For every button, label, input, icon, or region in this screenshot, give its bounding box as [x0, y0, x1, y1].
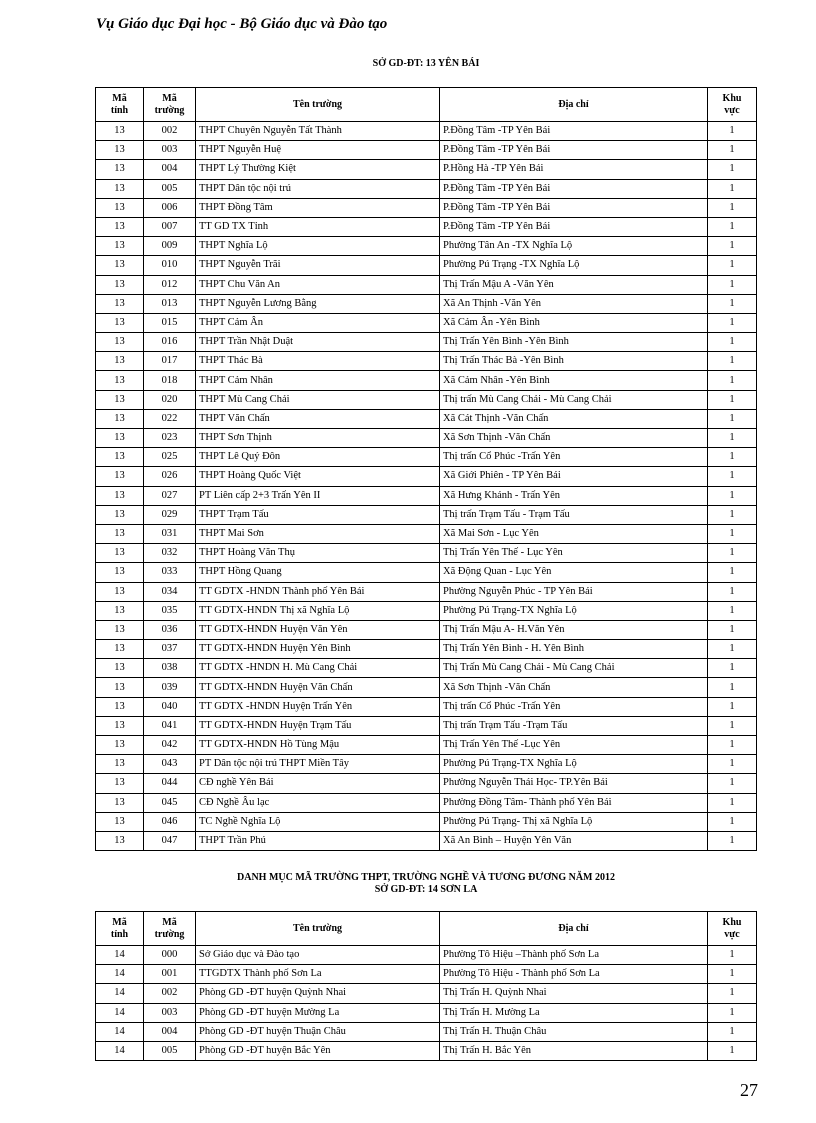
cell-ma-truong: 031	[144, 524, 196, 543]
cell-khu-vuc: 1	[708, 179, 757, 198]
document-header: Vụ Giáo dục Đại học - Bộ Giáo dục và Đào tạo	[96, 16, 388, 32]
cell-dia-chi: Phường Pú Trạng- Thị xã Nghĩa Lộ	[440, 812, 708, 831]
table-row	[96, 697, 757, 716]
cell-ten-truong: TT GDTX -HNDN H. Mù Cang Chải	[196, 659, 440, 678]
cell-khu-vuc: 1	[708, 122, 757, 141]
cell-ma-truong: 015	[144, 313, 196, 332]
cell-dia-chi: Xã Giới Phiên - TP Yên Bái	[440, 467, 708, 486]
cell-khu-vuc: 1	[708, 352, 757, 371]
table-row	[96, 640, 757, 659]
cell-ten-truong: TTGDTX Thành phố Sơn La	[196, 965, 440, 984]
col-khu-vuc: Khu vực	[708, 912, 757, 946]
cell-ma-truong: 004	[144, 160, 196, 179]
cell-ma-tinh: 13	[96, 812, 144, 831]
cell-ten-truong: THPT Cảm Ân	[196, 313, 440, 332]
cell-dia-chi: Phường Pú Trạng -TX Nghĩa Lộ	[440, 256, 708, 275]
cell-ten-truong: THPT Sơn Thịnh	[196, 429, 440, 448]
cell-dia-chi: Thị Trấn Mù Cang Chải - Mù Cang Chải	[440, 659, 708, 678]
cell-ma-truong: 009	[144, 237, 196, 256]
table-row	[96, 505, 757, 524]
cell-dia-chi: Thị Trấn Yên Bình - H. Yên Bình	[440, 640, 708, 659]
table-row	[96, 812, 757, 831]
cell-ma-tinh: 13	[96, 141, 144, 160]
cell-ten-truong: TT GDTX-HNDN Thị xã Nghĩa Lộ	[196, 601, 440, 620]
cell-ma-truong: 005	[144, 179, 196, 198]
cell-ten-truong: PT Liên cấp 2+3 Trấn Yên II	[196, 486, 440, 505]
cell-ma-tinh: 13	[96, 736, 144, 755]
table-row	[96, 544, 757, 563]
col-dia-chi: Địa chỉ	[440, 88, 708, 122]
cell-ma-tinh: 14	[96, 1041, 144, 1060]
col-ma-truong: Mã trường	[144, 912, 196, 946]
cell-ten-truong: PT Dân tộc nội trú THPT Miền Tây	[196, 755, 440, 774]
cell-ten-truong: THPT Văn Chấn	[196, 409, 440, 428]
cell-ma-tinh: 13	[96, 601, 144, 620]
school-table-yen-bai	[95, 87, 757, 851]
cell-ma-tinh: 14	[96, 965, 144, 984]
cell-dia-chi: Xã Cảm Ân -Yên Bình	[440, 313, 708, 332]
cell-ten-truong: THPT Nghĩa Lộ	[196, 237, 440, 256]
cell-ma-tinh: 13	[96, 275, 144, 294]
cell-ma-tinh: 13	[96, 505, 144, 524]
cell-ten-truong: Phòng GD -ĐT huyện Bắc Yên	[196, 1041, 440, 1060]
cell-ma-tinh: 13	[96, 160, 144, 179]
cell-ma-tinh: 13	[96, 678, 144, 697]
cell-khu-vuc: 1	[708, 333, 757, 352]
cell-ten-truong: THPT Lê Quý Đôn	[196, 448, 440, 467]
cell-dia-chi: Xã Hưng Khánh - Trấn Yên	[440, 486, 708, 505]
cell-dia-chi: Thị Trấn H. Mường La	[440, 1003, 708, 1022]
cell-ma-tinh: 13	[96, 544, 144, 563]
table-row	[96, 1003, 757, 1022]
table-row	[96, 946, 757, 965]
cell-ma-tinh: 13	[96, 256, 144, 275]
cell-dia-chi: Phường Tô Hiệu - Thành phố Sơn La	[440, 965, 708, 984]
cell-dia-chi: Thị trấn Cổ Phúc -Trấn Yên	[440, 448, 708, 467]
cell-ma-tinh: 13	[96, 352, 144, 371]
col-khu-vuc: Khu vực	[708, 88, 757, 122]
cell-ten-truong: TT GDTX-HNDN Huyện Văn Yên	[196, 620, 440, 639]
table-row	[96, 984, 757, 1003]
cell-ma-truong: 035	[144, 601, 196, 620]
cell-ma-truong: 033	[144, 563, 196, 582]
cell-ma-tinh: 13	[96, 333, 144, 352]
cell-ten-truong: TC Nghề Nghĩa Lộ	[196, 812, 440, 831]
cell-khu-vuc: 1	[708, 141, 757, 160]
cell-dia-chi: Xã Cảm Nhân -Yên Bình	[440, 371, 708, 390]
cell-ma-truong: 003	[144, 141, 196, 160]
cell-ma-truong: 020	[144, 390, 196, 409]
col-ma-truong: Mã trường	[144, 88, 196, 122]
cell-khu-vuc: 1	[708, 774, 757, 793]
cell-dia-chi: Thị Trấn Yên Thế - Lục Yên	[440, 544, 708, 563]
table-row	[96, 390, 757, 409]
cell-ma-truong: 042	[144, 736, 196, 755]
cell-ma-tinh: 13	[96, 659, 144, 678]
table-header-row	[96, 88, 757, 122]
cell-dia-chi: P.Hồng Hà -TP Yên Bái	[440, 160, 708, 179]
table-row	[96, 237, 757, 256]
cell-dia-chi: Thị trấn Mù Cang Chải - Mù Cang Chải	[440, 390, 708, 409]
cell-khu-vuc: 1	[708, 640, 757, 659]
section2-title-line2: SỞ GD-ĐT: 14 SƠN LA	[374, 884, 478, 895]
cell-ten-truong: THPT Cảm Nhân	[196, 371, 440, 390]
cell-ma-truong: 025	[144, 448, 196, 467]
cell-dia-chi: P.Đồng Tâm -TP Yên Bái	[440, 141, 708, 160]
cell-khu-vuc: 1	[708, 160, 757, 179]
col-ten-truong: Tên trường	[196, 88, 440, 122]
cell-khu-vuc: 1	[708, 736, 757, 755]
cell-ma-tinh: 13	[96, 620, 144, 639]
cell-ten-truong: THPT Mù Cang Chải	[196, 390, 440, 409]
table-row	[96, 755, 757, 774]
cell-khu-vuc: 1	[708, 965, 757, 984]
cell-ten-truong: TT GDTX-HNDN Huyện Văn Chấn	[196, 678, 440, 697]
table-row	[96, 678, 757, 697]
cell-khu-vuc: 1	[708, 448, 757, 467]
cell-khu-vuc: 1	[708, 217, 757, 236]
cell-ma-truong: 013	[144, 294, 196, 313]
table-row	[96, 409, 757, 428]
cell-khu-vuc: 1	[708, 601, 757, 620]
table-row	[96, 716, 757, 735]
col-ma-tinh: Mã tỉnh	[96, 88, 144, 122]
cell-dia-chi: Xã An Thịnh -Văn Yên	[440, 294, 708, 313]
cell-dia-chi: Phường Pú Trạng-TX Nghĩa Lộ	[440, 755, 708, 774]
cell-dia-chi: Xã Sơn Thịnh -Văn Chấn	[440, 678, 708, 697]
cell-ma-truong: 041	[144, 716, 196, 735]
cell-dia-chi: Thị Trấn Mậu A- H.Văn Yên	[440, 620, 708, 639]
cell-ma-truong: 038	[144, 659, 196, 678]
cell-dia-chi: P.Đồng Tâm -TP Yên Bái	[440, 217, 708, 236]
table-row	[96, 352, 757, 371]
cell-ten-truong: TT GDTX-HNDN Huyện Yên Bình	[196, 640, 440, 659]
cell-dia-chi: Phường Nguyễn Phúc - TP Yên Bái	[440, 582, 708, 601]
cell-khu-vuc: 1	[708, 659, 757, 678]
cell-ma-truong: 007	[144, 217, 196, 236]
col-dia-chi: Địa chỉ	[440, 912, 708, 946]
col-ten-truong: Tên trường	[196, 912, 440, 946]
cell-khu-vuc: 1	[708, 275, 757, 294]
cell-khu-vuc: 1	[708, 256, 757, 275]
cell-ten-truong: TT GDTX-HNDN Huyện Trạm Tấu	[196, 716, 440, 735]
cell-khu-vuc: 1	[708, 812, 757, 831]
cell-ma-truong: 005	[144, 1041, 196, 1060]
cell-dia-chi: P.Đồng Tâm -TP Yên Bái	[440, 198, 708, 217]
table-row	[96, 333, 757, 352]
cell-khu-vuc: 1	[708, 198, 757, 217]
cell-dia-chi: Phường Tân An -TX Nghĩa Lộ	[440, 237, 708, 256]
table-row	[96, 141, 757, 160]
cell-ten-truong: THPT Nguyễn Huệ	[196, 141, 440, 160]
cell-dia-chi: Xã Cát Thịnh -Văn Chấn	[440, 409, 708, 428]
cell-khu-vuc: 1	[708, 678, 757, 697]
cell-ma-truong: 027	[144, 486, 196, 505]
cell-ten-truong: THPT Nguyễn Lương Bằng	[196, 294, 440, 313]
cell-ma-tinh: 13	[96, 755, 144, 774]
cell-ten-truong: THPT Hoàng Quốc Việt	[196, 467, 440, 486]
cell-dia-chi: Thị Trấn H. Bắc Yên	[440, 1041, 708, 1060]
cell-ten-truong: THPT Hồng Quang	[196, 563, 440, 582]
cell-ma-tinh: 13	[96, 429, 144, 448]
cell-khu-vuc: 1	[708, 620, 757, 639]
page-number: 27	[740, 1080, 758, 1100]
cell-ten-truong: Phòng GD -ĐT huyện Thuận Châu	[196, 1022, 440, 1041]
cell-ma-truong: 039	[144, 678, 196, 697]
cell-ten-truong: THPT Lý Thường Kiệt	[196, 160, 440, 179]
cell-dia-chi: Thị Trấn H. Thuận Châu	[440, 1022, 708, 1041]
cell-ma-truong: 026	[144, 467, 196, 486]
cell-dia-chi: Thị trấn Trạm Tấu - Trạm Tấu	[440, 505, 708, 524]
cell-khu-vuc: 1	[708, 544, 757, 563]
cell-ma-truong: 016	[144, 333, 196, 352]
cell-ma-truong: 047	[144, 831, 196, 850]
cell-ma-truong: 018	[144, 371, 196, 390]
cell-ma-tinh: 13	[96, 467, 144, 486]
cell-ma-tinh: 13	[96, 409, 144, 428]
cell-ma-truong: 037	[144, 640, 196, 659]
cell-ma-truong: 000	[144, 946, 196, 965]
cell-ma-tinh: 14	[96, 1003, 144, 1022]
cell-ma-truong: 003	[144, 1003, 196, 1022]
cell-ma-truong: 043	[144, 755, 196, 774]
cell-ma-truong: 002	[144, 984, 196, 1003]
cell-ma-truong: 017	[144, 352, 196, 371]
cell-ma-tinh: 13	[96, 524, 144, 543]
table-row	[96, 524, 757, 543]
cell-ma-tinh: 14	[96, 1022, 144, 1041]
cell-dia-chi: Thị trấn Cổ Phúc -Trấn Yên	[440, 697, 708, 716]
cell-ma-truong: 022	[144, 409, 196, 428]
cell-ma-truong: 044	[144, 774, 196, 793]
cell-khu-vuc: 1	[708, 294, 757, 313]
cell-ma-tinh: 14	[96, 984, 144, 1003]
cell-dia-chi: Thị trấn Trạm Tấu -Trạm Tấu	[440, 716, 708, 735]
cell-ma-truong: 002	[144, 122, 196, 141]
table-row	[96, 793, 757, 812]
cell-dia-chi: Thị Trấn Yên Thế -Lục Yên	[440, 736, 708, 755]
cell-ma-truong: 012	[144, 275, 196, 294]
cell-ten-truong: THPT Trần Nhật Duật	[196, 333, 440, 352]
cell-khu-vuc: 1	[708, 582, 757, 601]
cell-ma-truong: 040	[144, 697, 196, 716]
table-row	[96, 122, 757, 141]
cell-khu-vuc: 1	[708, 984, 757, 1003]
cell-khu-vuc: 1	[708, 371, 757, 390]
table-row	[96, 371, 757, 390]
cell-ma-tinh: 13	[96, 448, 144, 467]
cell-ma-tinh: 13	[96, 831, 144, 850]
cell-ten-truong: TT GDTX -HNDN Thành phố Yên Bái	[196, 582, 440, 601]
cell-ten-truong: Sở Giáo dục và Đào tạo	[196, 946, 440, 965]
cell-khu-vuc: 1	[708, 1003, 757, 1022]
cell-ma-tinh: 13	[96, 486, 144, 505]
table-row	[96, 736, 757, 755]
cell-khu-vuc: 1	[708, 1022, 757, 1041]
cell-khu-vuc: 1	[708, 755, 757, 774]
cell-ten-truong: THPT Hoàng Văn Thụ	[196, 544, 440, 563]
cell-ma-truong: 001	[144, 965, 196, 984]
table-row	[96, 294, 757, 313]
cell-ma-truong: 034	[144, 582, 196, 601]
cell-khu-vuc: 1	[708, 429, 757, 448]
table-row	[96, 160, 757, 179]
cell-ma-truong: 029	[144, 505, 196, 524]
cell-ma-truong: 006	[144, 198, 196, 217]
table-row	[96, 965, 757, 984]
cell-ma-tinh: 14	[96, 946, 144, 965]
col-ma-tinh: Mã tỉnh	[96, 912, 144, 946]
cell-ma-tinh: 13	[96, 294, 144, 313]
table-row	[96, 601, 757, 620]
cell-dia-chi: Phường Tô Hiệu –Thành phố Sơn La	[440, 946, 708, 965]
cell-ma-tinh: 13	[96, 582, 144, 601]
table-row	[96, 448, 757, 467]
cell-dia-chi: Xã Mai Sơn - Lục Yên	[440, 524, 708, 543]
cell-ma-tinh: 13	[96, 237, 144, 256]
cell-dia-chi: Xã Động Quan - Lục Yên	[440, 563, 708, 582]
cell-khu-vuc: 1	[708, 716, 757, 735]
cell-ma-tinh: 13	[96, 390, 144, 409]
cell-ten-truong: THPT Mai Sơn	[196, 524, 440, 543]
cell-khu-vuc: 1	[708, 467, 757, 486]
cell-ten-truong: TT GDTX-HNDN Hồ Tùng Mậu	[196, 736, 440, 755]
table-row	[96, 486, 757, 505]
school-table-son-la	[95, 911, 757, 1061]
cell-dia-chi: Thị Trấn H. Quỳnh Nhai	[440, 984, 708, 1003]
cell-ma-tinh: 13	[96, 179, 144, 198]
table-row	[96, 467, 757, 486]
table-row	[96, 582, 757, 601]
cell-ma-tinh: 13	[96, 198, 144, 217]
table-header-row	[96, 912, 757, 946]
cell-ten-truong: Phòng GD -ĐT huyện Quỳnh Nhai	[196, 984, 440, 1003]
table-row	[96, 620, 757, 639]
table-row	[96, 179, 757, 198]
cell-ma-truong: 010	[144, 256, 196, 275]
cell-ten-truong: THPT Chuyên Nguyễn Tất Thành	[196, 122, 440, 141]
table-row	[96, 1022, 757, 1041]
table-row	[96, 256, 757, 275]
cell-ten-truong: Phòng GD -ĐT huyện Mường La	[196, 1003, 440, 1022]
cell-dia-chi: Xã An Bình – Huyện Yên Văn	[440, 831, 708, 850]
cell-ten-truong: THPT Trần Phú	[196, 831, 440, 850]
cell-ma-truong: 046	[144, 812, 196, 831]
table-row	[96, 198, 757, 217]
cell-ten-truong: THPT Đồng Tâm	[196, 198, 440, 217]
table-row	[96, 275, 757, 294]
cell-ma-tinh: 13	[96, 774, 144, 793]
cell-ma-tinh: 13	[96, 122, 144, 141]
cell-dia-chi: Phường Nguyễn Thái Học- TP.Yên Bái	[440, 774, 708, 793]
cell-ten-truong: THPT Thác Bà	[196, 352, 440, 371]
cell-ma-tinh: 13	[96, 716, 144, 735]
cell-ten-truong: THPT Nguyễn Trãi	[196, 256, 440, 275]
cell-khu-vuc: 1	[708, 831, 757, 850]
cell-dia-chi: Thị Trấn Mậu A -Văn Yên	[440, 275, 708, 294]
table-row	[96, 774, 757, 793]
cell-ten-truong: TT GD TX Tỉnh	[196, 217, 440, 236]
section1-title: SỞ GD-ĐT: 13 YÊN BÁI	[372, 58, 480, 69]
cell-ma-tinh: 13	[96, 313, 144, 332]
cell-ma-tinh: 13	[96, 563, 144, 582]
table-row	[96, 831, 757, 850]
cell-ten-truong: THPT Dân tộc nội trú	[196, 179, 440, 198]
cell-khu-vuc: 1	[708, 390, 757, 409]
cell-khu-vuc: 1	[708, 563, 757, 582]
section2-title	[96, 872, 756, 896]
cell-ten-truong: CĐ nghề Yên Bái	[196, 774, 440, 793]
cell-ma-truong: 023	[144, 429, 196, 448]
cell-ma-tinh: 13	[96, 793, 144, 812]
cell-khu-vuc: 1	[708, 409, 757, 428]
cell-ten-truong: THPT Chu Văn An	[196, 275, 440, 294]
cell-dia-chi: P.Đồng Tâm -TP Yên Bái	[440, 122, 708, 141]
cell-khu-vuc: 1	[708, 697, 757, 716]
cell-khu-vuc: 1	[708, 1041, 757, 1060]
cell-ma-tinh: 13	[96, 697, 144, 716]
cell-dia-chi: P.Đồng Tâm -TP Yên Bái	[440, 179, 708, 198]
cell-dia-chi: Phường Pú Trạng-TX Nghĩa Lộ	[440, 601, 708, 620]
cell-dia-chi: Thị Trấn Yên Bình -Yên Bình	[440, 333, 708, 352]
table-row	[96, 217, 757, 236]
cell-ma-tinh: 13	[96, 371, 144, 390]
cell-ma-truong: 036	[144, 620, 196, 639]
cell-ma-truong: 004	[144, 1022, 196, 1041]
cell-dia-chi: Xã Sơn Thịnh -Văn Chấn	[440, 429, 708, 448]
section2-title-line1: DANH MỤC MÃ TRƯỜNG THPT, TRƯỜNG NGHỀ VÀ TƯƠNG ĐƯƠNG NĂM 2012	[237, 872, 615, 883]
cell-khu-vuc: 1	[708, 237, 757, 256]
cell-dia-chi: Phường Đồng Tâm- Thành phố Yên Bái	[440, 793, 708, 812]
cell-ma-tinh: 13	[96, 640, 144, 659]
cell-khu-vuc: 1	[708, 486, 757, 505]
cell-ma-truong: 045	[144, 793, 196, 812]
cell-dia-chi: Thị Trấn Thác Bà -Yên Bình	[440, 352, 708, 371]
cell-ma-truong: 032	[144, 544, 196, 563]
cell-khu-vuc: 1	[708, 946, 757, 965]
table-row	[96, 429, 757, 448]
cell-khu-vuc: 1	[708, 505, 757, 524]
table-row	[96, 659, 757, 678]
cell-khu-vuc: 1	[708, 313, 757, 332]
cell-ten-truong: TT GDTX -HNDN Huyện Trấn Yên	[196, 697, 440, 716]
cell-ma-tinh: 13	[96, 217, 144, 236]
table-row	[96, 563, 757, 582]
table-row	[96, 313, 757, 332]
cell-khu-vuc: 1	[708, 524, 757, 543]
table-row	[96, 1041, 757, 1060]
cell-ten-truong: THPT Trạm Tấu	[196, 505, 440, 524]
cell-ten-truong: CĐ Nghề Âu lạc	[196, 793, 440, 812]
cell-khu-vuc: 1	[708, 793, 757, 812]
